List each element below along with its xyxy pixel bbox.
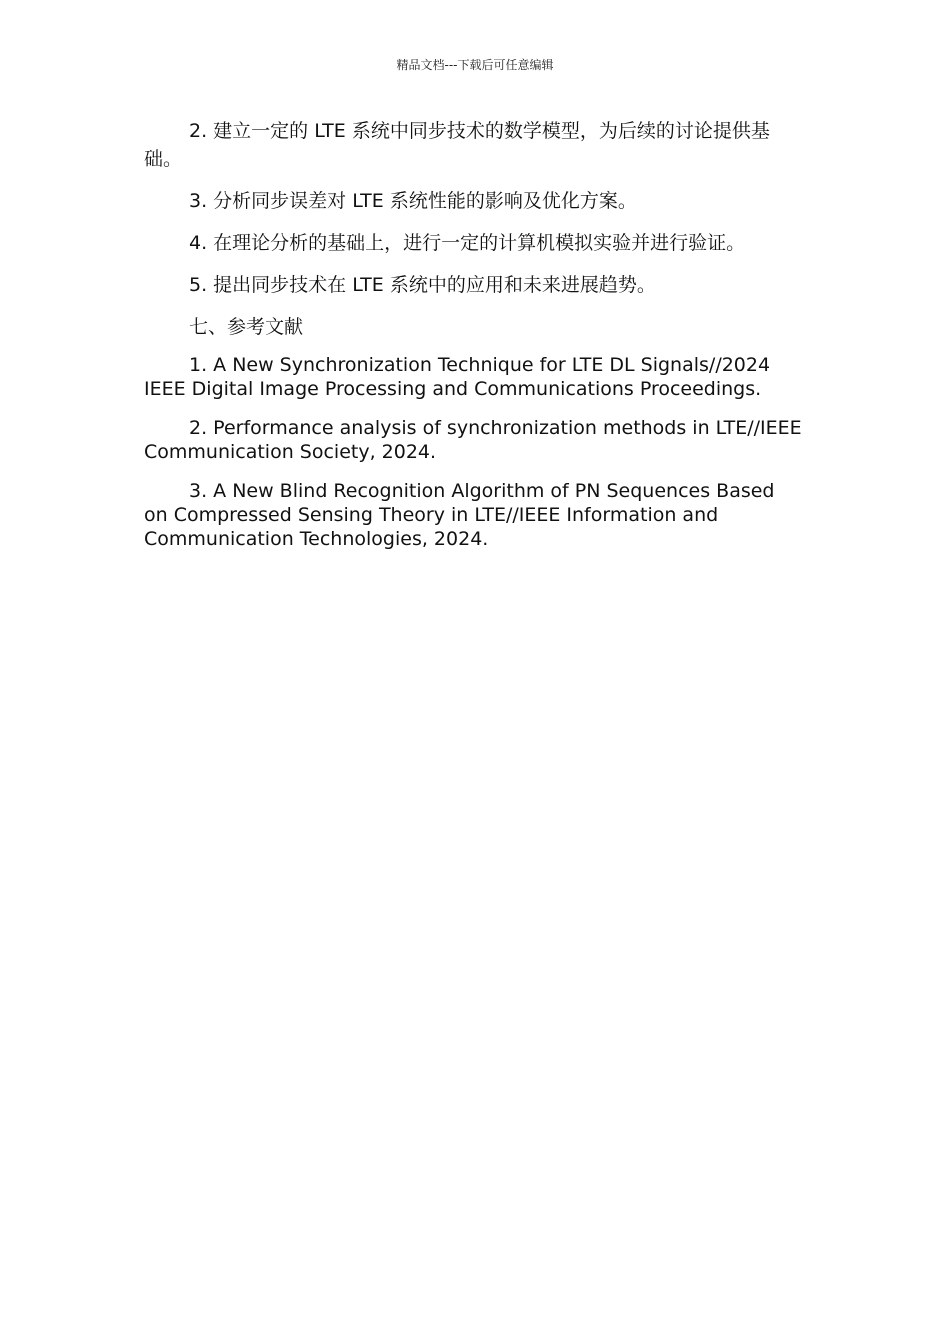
- objective-item-5: 5. 提出同步技术在 LTE 系统中的应用和未来进展趋势。: [189, 274, 656, 296]
- section-heading-references: 七、参考文献: [189, 316, 304, 338]
- objective-item-2: 2. 建立一定的 LTE 系统中同步技术的数学模型，为后续的讨论提供基础。: [144, 120, 770, 170]
- objective-item-3: 3. 分析同步误差对 LTE 系统性能的影响及优化方案。: [189, 190, 637, 212]
- page-header: 精品文档---下载后可任意编辑: [396, 58, 554, 72]
- reference-item-3: 3. A New Blind Recognition Algorithm of PN Sequences Based on Compressed Sensing Theory in LTE//IEEE Information and Communication Technologies, 2024.: [144, 480, 775, 550]
- objective-item-4: 4. 在理论分析的基础上，进行一定的计算机模拟实验并进行验证。: [189, 232, 746, 254]
- reference-item-2: 2. Performance analysis of synchronization methods in LTE//IEEE Communication Society, 2024.: [144, 417, 802, 463]
- reference-item-1: 1. A New Synchronization Technique for LTE DL Signals//2024 IEEE Digital Image Processing and Communications Proceedings.: [144, 354, 771, 400]
- document-body: [144, 117, 804, 566]
